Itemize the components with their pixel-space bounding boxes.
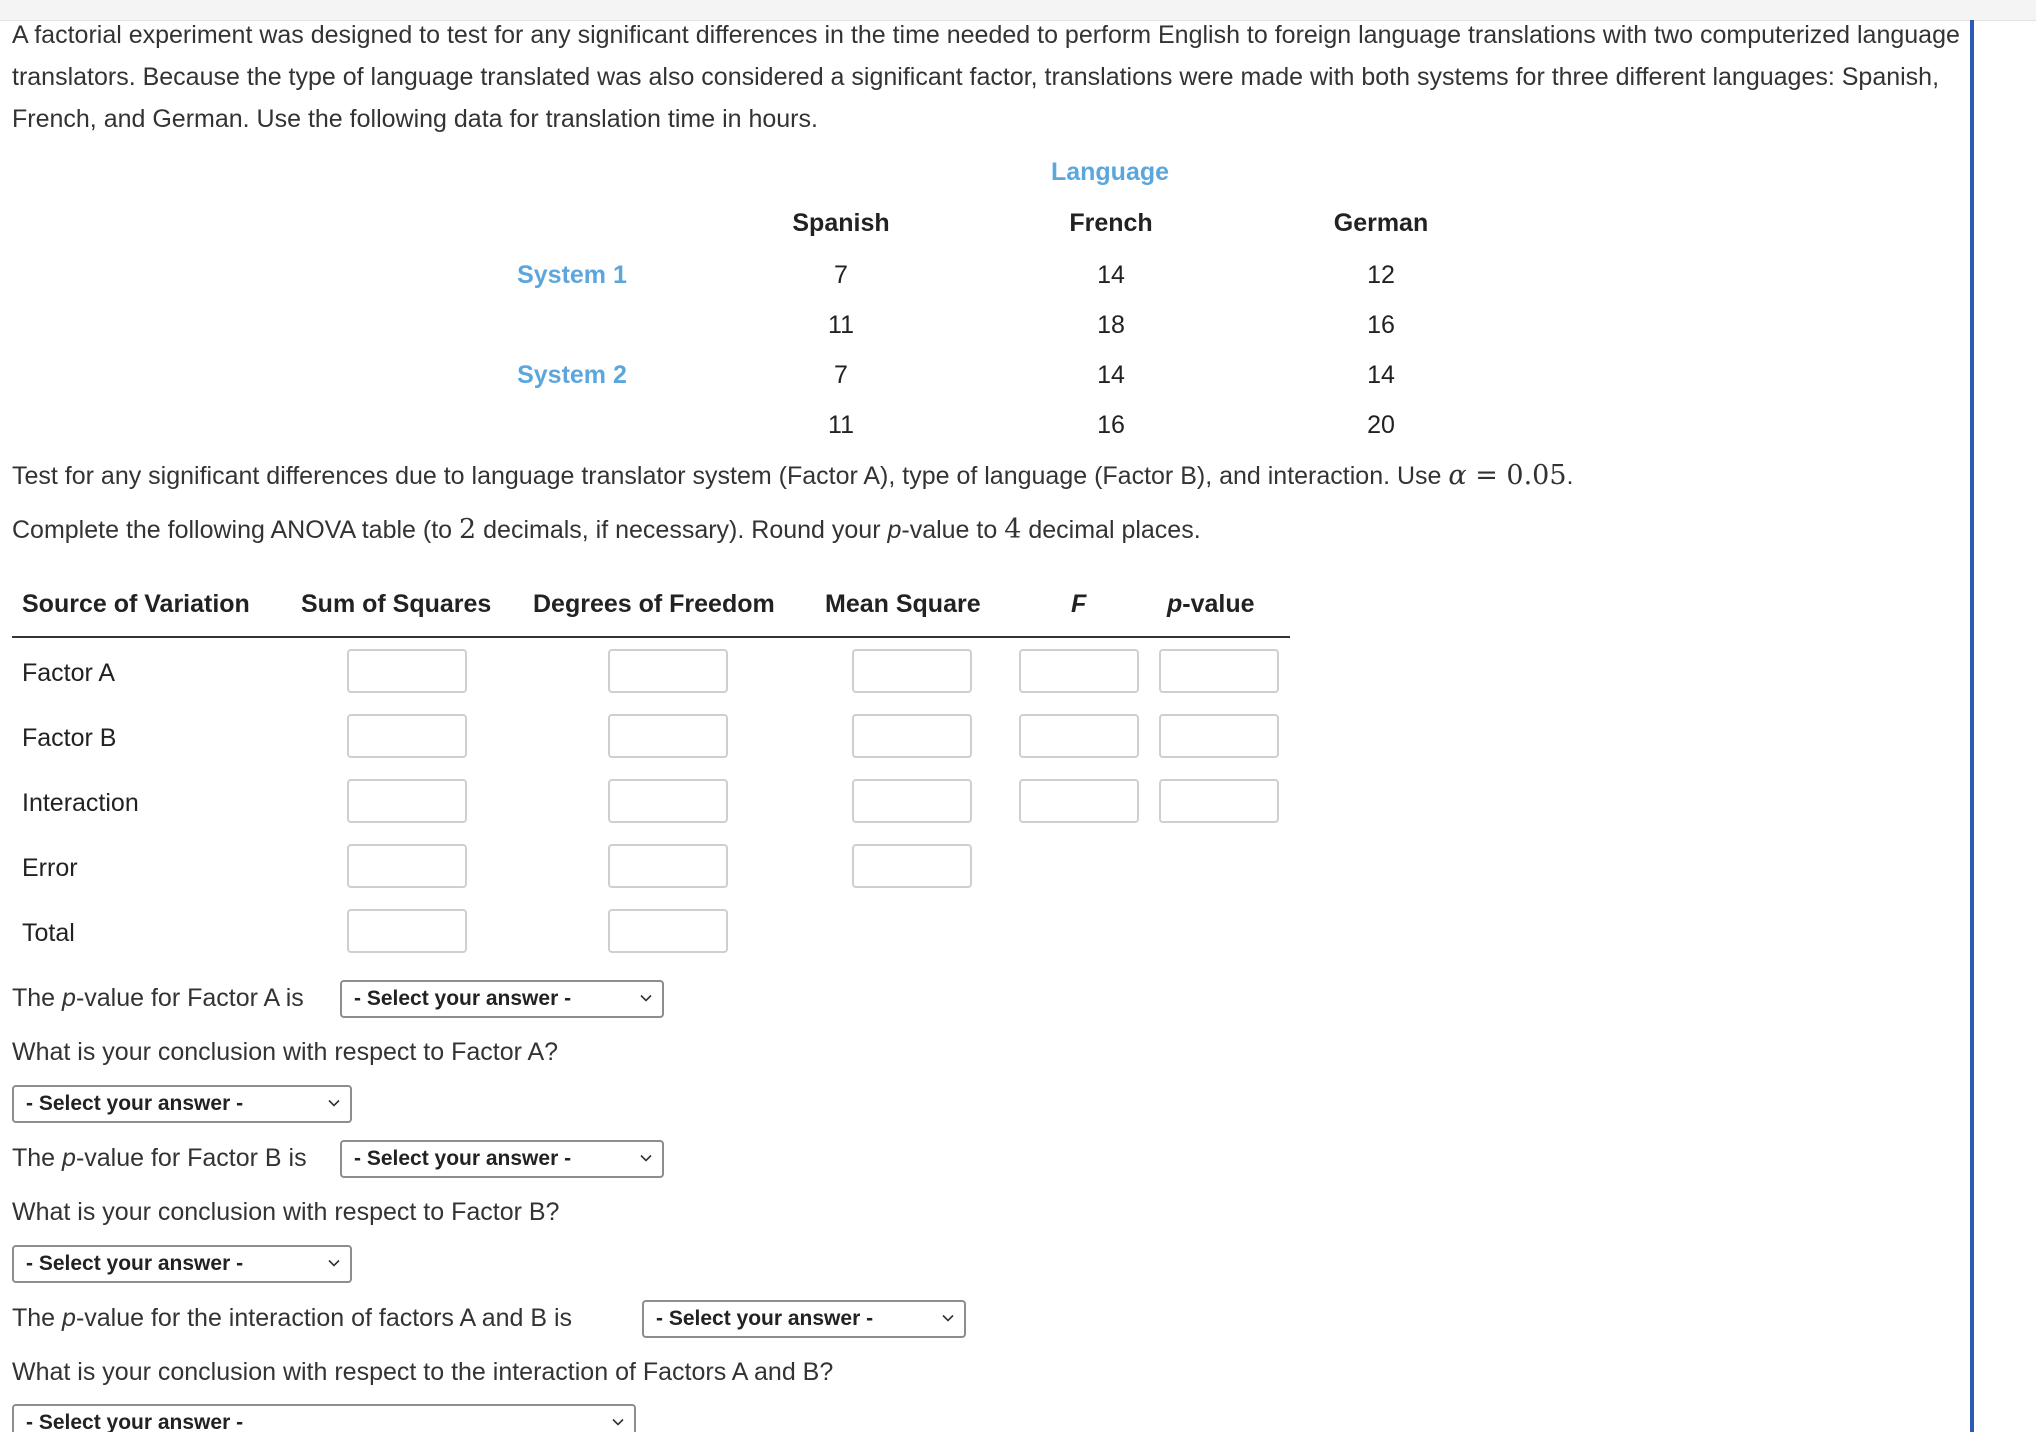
data-cell: 14 <box>1097 361 1125 389</box>
complete-text: -value to <box>901 516 1005 544</box>
data-cell: 7 <box>834 261 848 289</box>
question-text: The <box>12 984 63 1012</box>
row-label-interaction: Interaction <box>22 789 139 817</box>
system-1-label: System 1 <box>517 261 627 289</box>
decimals-value: 2 <box>459 514 477 545</box>
data-cell: 7 <box>834 361 848 389</box>
language-header: Language <box>1050 158 1170 186</box>
header-p-rest: -value <box>1182 590 1255 618</box>
ms-factor-a-input[interactable] <box>852 649 972 693</box>
data-cell: 12 <box>1367 261 1395 289</box>
complete-text: Complete the following ANOVA table (to <box>12 516 459 544</box>
p-italic: p <box>887 516 902 544</box>
p-factor-a-input[interactable] <box>1159 649 1279 693</box>
column-spanish: Spanish <box>792 209 890 237</box>
header-pvalue <box>1167 590 1255 619</box>
select-value: - Select your answer - <box>26 1252 244 1275</box>
data-cell: 14 <box>1367 361 1395 389</box>
header-p-italic: p <box>1167 590 1183 618</box>
question-text: -value for Factor A is <box>75 984 304 1012</box>
row-label-error: Error <box>22 854 78 882</box>
header-f: F <box>1071 590 1087 618</box>
select-value: - Select your answer - <box>354 987 572 1010</box>
select-value: - Select your answer - <box>354 1147 572 1170</box>
f-factor-a-input[interactable] <box>1019 649 1139 693</box>
alpha-value: 0.05 <box>1506 460 1567 491</box>
header-divider <box>12 636 1290 638</box>
p-italic: p <box>62 1304 76 1332</box>
ss-error-input[interactable] <box>347 844 467 888</box>
chevron-down-icon <box>640 1152 652 1164</box>
data-cell: 18 <box>1097 311 1125 339</box>
df-total-input[interactable] <box>608 909 728 953</box>
chevron-down-icon <box>612 1416 624 1428</box>
ss-interaction-input[interactable] <box>347 779 467 823</box>
complete-text: decimal places. <box>1021 516 1201 544</box>
equals-sign: = <box>1466 460 1507 491</box>
p-italic: p <box>62 1144 76 1172</box>
ss-factor-b-input[interactable] <box>347 714 467 758</box>
chevron-down-icon <box>640 992 652 1004</box>
interaction-pvalue-select[interactable] <box>642 1300 966 1338</box>
q-factor-a-conclusion: What is your conclusion with respect to Factor A? <box>12 1038 559 1066</box>
p-factor-b-input[interactable] <box>1159 714 1279 758</box>
question-text: -value for the interaction of factors A and B is <box>75 1304 573 1332</box>
intro-paragraph: A factorial experiment was designed to test for any significant differences in the time needed to perform English to foreign language translations with two computerized language translators. Because the type of language translated was also considered a significant factor, translations were made with both systems for three different languages: Spanish, French, and German. Use the following data for translation time in hours. <box>12 21 1960 133</box>
q-factor-b-conclusion: What is your conclusion with respect to Factor B? <box>12 1198 560 1226</box>
chevron-down-icon <box>328 1257 340 1269</box>
q-factor-a-pvalue <box>12 984 304 1013</box>
factor-b-pvalue-select[interactable] <box>340 1140 664 1178</box>
header-source: Source of Variation <box>22 590 250 618</box>
factor-a-conclusion-select[interactable] <box>12 1085 352 1123</box>
df-factor-b-input[interactable] <box>608 714 728 758</box>
period: . <box>1566 462 1574 490</box>
row-label-factor-b: Factor B <box>22 724 117 752</box>
data-cell: 14 <box>1097 261 1125 289</box>
ss-factor-a-input[interactable] <box>347 649 467 693</box>
complete-text: decimals, if necessary). Round your <box>476 516 888 544</box>
question-text: -value for Factor B is <box>75 1144 307 1172</box>
select-value: - Select your answer - <box>656 1307 874 1330</box>
select-value: - Select your answer - <box>26 1092 244 1115</box>
chevron-down-icon <box>328 1097 340 1109</box>
question-text: The <box>12 1304 63 1332</box>
test-instructions <box>12 460 1574 491</box>
p-italic: p <box>62 984 76 1012</box>
data-cell: 11 <box>828 411 854 439</box>
data-cell: 20 <box>1367 411 1395 439</box>
df-error-input[interactable] <box>608 844 728 888</box>
data-cell: 11 <box>828 311 854 339</box>
interaction-conclusion-select[interactable] <box>12 1404 636 1432</box>
header-ms: Mean Square <box>825 590 981 618</box>
q-factor-b-pvalue <box>12 1144 307 1173</box>
q-interaction-pvalue <box>12 1304 572 1333</box>
complete-instructions <box>12 514 1201 545</box>
pdecimals-value: 4 <box>1004 514 1022 545</box>
row-label-total: Total <box>22 919 75 947</box>
ms-error-input[interactable] <box>852 844 972 888</box>
header-ss: Sum of Squares <box>301 590 492 618</box>
question-text: The <box>12 1144 63 1172</box>
alpha-symbol: α <box>1448 460 1467 491</box>
data-cell: 16 <box>1097 411 1125 439</box>
row-label-factor-a: Factor A <box>22 659 116 687</box>
system-2-label: System 2 <box>517 361 627 389</box>
chevron-down-icon <box>942 1312 954 1324</box>
ms-factor-b-input[interactable] <box>852 714 972 758</box>
data-cell: 16 <box>1367 311 1395 339</box>
factor-b-conclusion-select[interactable] <box>12 1245 352 1283</box>
df-factor-a-input[interactable] <box>608 649 728 693</box>
f-factor-b-input[interactable] <box>1019 714 1139 758</box>
df-interaction-input[interactable] <box>608 779 728 823</box>
right-border <box>1970 20 1974 1432</box>
column-french: French <box>1069 209 1153 237</box>
factor-a-pvalue-select[interactable] <box>340 980 664 1018</box>
test-text: Test for any significant differences due to language translator system (Factor A), type of language (Factor B), and interaction. Use <box>12 462 1449 490</box>
column-german: German <box>1333 209 1429 237</box>
p-interaction-input[interactable] <box>1159 779 1279 823</box>
select-value: - Select your answer - <box>26 1411 244 1432</box>
header-df: Degrees of Freedom <box>533 590 775 618</box>
ms-interaction-input[interactable] <box>852 779 972 823</box>
f-interaction-input[interactable] <box>1019 779 1139 823</box>
ss-total-input[interactable] <box>347 909 467 953</box>
q-interaction-conclusion: What is your conclusion with respect to the interaction of Factors A and B? <box>12 1358 834 1386</box>
